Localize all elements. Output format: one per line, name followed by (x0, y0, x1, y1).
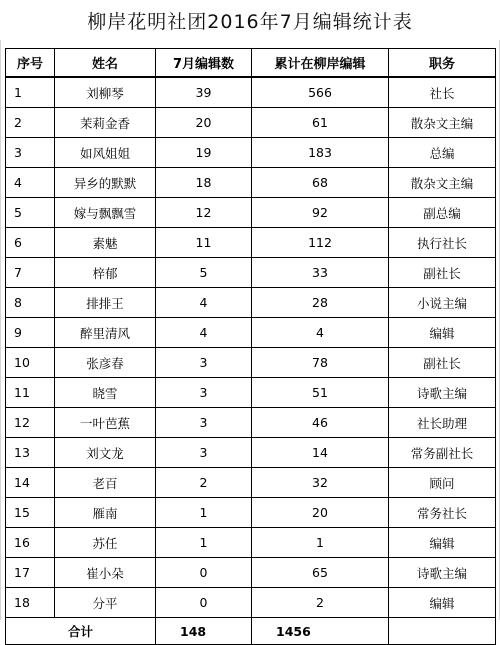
cell-index[interactable]: 11 (6, 378, 55, 408)
cell-name[interactable]: 嫁与飘飘雪 (55, 198, 156, 228)
cell-july-edits[interactable]: 3 (156, 438, 252, 468)
cell-july-edits[interactable]: 18 (156, 168, 252, 198)
cell-position[interactable]: 执行社长 (389, 228, 496, 258)
table-row (6, 77, 496, 108)
cell-name[interactable]: 雁南 (55, 498, 156, 528)
totals-label[interactable]: 合计 (6, 618, 156, 645)
table-row (6, 468, 496, 498)
cell-cumulative-edits[interactable]: 68 (252, 168, 389, 198)
cell-position[interactable]: 散杂文主编 (389, 108, 496, 138)
table-body (6, 77, 496, 618)
cell-name[interactable]: 如风姐姐 (55, 138, 156, 168)
totals-row (6, 618, 496, 645)
cell-position[interactable]: 常务副社长 (389, 438, 496, 468)
cell-cumulative-edits[interactable]: 566 (252, 77, 389, 108)
cell-index[interactable]: 12 (6, 408, 55, 438)
cell-index[interactable]: 8 (6, 288, 55, 318)
cell-index[interactable]: 7 (6, 258, 55, 288)
cell-name[interactable]: 素魅 (55, 228, 156, 258)
cell-position[interactable]: 小说主编 (389, 288, 496, 318)
cell-position[interactable]: 社长 (389, 77, 496, 108)
table-row (6, 198, 496, 228)
cell-index[interactable]: 2 (6, 108, 55, 138)
totals-position-empty[interactable] (389, 618, 496, 645)
cell-cumulative-edits[interactable]: 33 (252, 258, 389, 288)
cell-cumulative-edits[interactable]: 46 (252, 408, 389, 438)
cell-july-edits[interactable]: 5 (156, 258, 252, 288)
totals-july-edits[interactable]: 148 (156, 618, 252, 645)
cell-name[interactable]: 醉里清风 (55, 318, 156, 348)
cell-index[interactable]: 14 (6, 468, 55, 498)
cell-position[interactable]: 社长助理 (389, 408, 496, 438)
totals-cumulative-edits[interactable]: 1456 (252, 618, 389, 645)
cell-name[interactable]: 异乡的默默 (55, 168, 156, 198)
cell-position[interactable]: 副社长 (389, 348, 496, 378)
cell-index[interactable]: 5 (6, 198, 55, 228)
cell-index[interactable]: 1 (6, 77, 55, 108)
header-july-edits[interactable]: 7月编辑数 (156, 49, 252, 78)
cell-name[interactable]: 刘柳琴 (55, 77, 156, 108)
table-row (6, 558, 496, 588)
cell-position[interactable]: 诗歌主编 (389, 558, 496, 588)
cell-position[interactable]: 副社长 (389, 258, 496, 288)
cell-july-edits[interactable]: 1 (156, 528, 252, 558)
cell-index[interactable]: 10 (6, 348, 55, 378)
table-row (6, 108, 496, 138)
cell-name[interactable]: 分平 (55, 588, 156, 618)
cell-cumulative-edits[interactable]: 32 (252, 468, 389, 498)
cell-index[interactable]: 9 (6, 318, 55, 348)
cell-cumulative-edits[interactable]: 14 (252, 438, 389, 468)
cell-position[interactable]: 编辑 (389, 318, 496, 348)
cell-name[interactable]: 晓雪 (55, 378, 156, 408)
cell-position[interactable]: 总编 (389, 138, 496, 168)
cell-july-edits[interactable]: 19 (156, 138, 252, 168)
cell-cumulative-edits[interactable]: 2 (252, 588, 389, 618)
cell-cumulative-edits[interactable]: 65 (252, 558, 389, 588)
cell-name[interactable]: 老百 (55, 468, 156, 498)
cell-cumulative-edits[interactable]: 4 (252, 318, 389, 348)
sheet-gridline-left (0, 40, 1, 620)
header-row (6, 49, 496, 78)
cell-july-edits[interactable]: 39 (156, 77, 252, 108)
cell-cumulative-edits[interactable]: 78 (252, 348, 389, 378)
table-row (6, 288, 496, 318)
header-name[interactable]: 姓名 (55, 49, 156, 78)
cell-name[interactable]: 一叶芭蕉 (55, 408, 156, 438)
cell-cumulative-edits[interactable]: 28 (252, 288, 389, 318)
cell-position[interactable]: 诗歌主编 (389, 378, 496, 408)
table-row (6, 258, 496, 288)
cell-name[interactable]: 苏任 (55, 528, 156, 558)
cell-july-edits[interactable]: 11 (156, 228, 252, 258)
table-row (6, 528, 496, 558)
cell-cumulative-edits[interactable]: 51 (252, 378, 389, 408)
statistics-table (5, 48, 496, 645)
cell-july-edits[interactable]: 4 (156, 288, 252, 318)
cell-july-edits[interactable]: 4 (156, 318, 252, 348)
cell-position[interactable]: 副总编 (389, 198, 496, 228)
cell-cumulative-edits[interactable]: 61 (252, 108, 389, 138)
cell-july-edits[interactable]: 12 (156, 198, 252, 228)
cell-name[interactable]: 崔小朵 (55, 558, 156, 588)
cell-name[interactable]: 张彦春 (55, 348, 156, 378)
cell-cumulative-edits[interactable]: 92 (252, 198, 389, 228)
cell-name[interactable]: 刘文龙 (55, 438, 156, 468)
cell-name[interactable]: 梓郁 (55, 258, 156, 288)
cell-july-edits[interactable]: 0 (156, 558, 252, 588)
cell-july-edits[interactable]: 0 (156, 588, 252, 618)
cell-cumulative-edits[interactable]: 1 (252, 528, 389, 558)
cell-position[interactable]: 常务社长 (389, 498, 496, 528)
table-row (6, 318, 496, 348)
cell-cumulative-edits[interactable]: 183 (252, 138, 389, 168)
cell-index[interactable]: 16 (6, 528, 55, 558)
cell-july-edits[interactable]: 2 (156, 468, 252, 498)
cell-position[interactable]: 散杂文主编 (389, 168, 496, 198)
table-row (6, 228, 496, 258)
table-row (6, 498, 496, 528)
cell-position[interactable]: 顾问 (389, 468, 496, 498)
table-row (6, 138, 496, 168)
cell-position[interactable]: 编辑 (389, 528, 496, 558)
cell-name[interactable]: 茉莉金香 (55, 108, 156, 138)
header-position[interactable]: 职务 (389, 49, 496, 78)
table-row (6, 348, 496, 378)
cell-index[interactable]: 3 (6, 138, 55, 168)
cell-cumulative-edits[interactable]: 20 (252, 498, 389, 528)
table-row (6, 168, 496, 198)
cell-index[interactable]: 4 (6, 168, 55, 198)
table-row (6, 588, 496, 618)
header-index[interactable]: 序号 (6, 49, 55, 78)
cell-july-edits[interactable]: 3 (156, 348, 252, 378)
table-row (6, 438, 496, 468)
cell-july-edits[interactable]: 3 (156, 378, 252, 408)
cell-index[interactable]: 18 (6, 588, 55, 618)
cell-july-edits[interactable]: 1 (156, 498, 252, 528)
cell-index[interactable]: 6 (6, 228, 55, 258)
table-title: 柳岸花明社团2016年7月编辑统计表 (87, 10, 413, 33)
cell-index[interactable]: 17 (6, 558, 55, 588)
cell-cumulative-edits[interactable]: 112 (252, 228, 389, 258)
cell-july-edits[interactable]: 20 (156, 108, 252, 138)
cell-name[interactable]: 排排王 (55, 288, 156, 318)
table-row (6, 408, 496, 438)
cell-index[interactable]: 13 (6, 438, 55, 468)
cell-july-edits[interactable]: 3 (156, 408, 252, 438)
cell-position[interactable]: 编辑 (389, 588, 496, 618)
header-cumulative-edits[interactable]: 累计在柳岸编辑 (252, 49, 389, 78)
cell-index[interactable]: 15 (6, 498, 55, 528)
table-row (6, 378, 496, 408)
